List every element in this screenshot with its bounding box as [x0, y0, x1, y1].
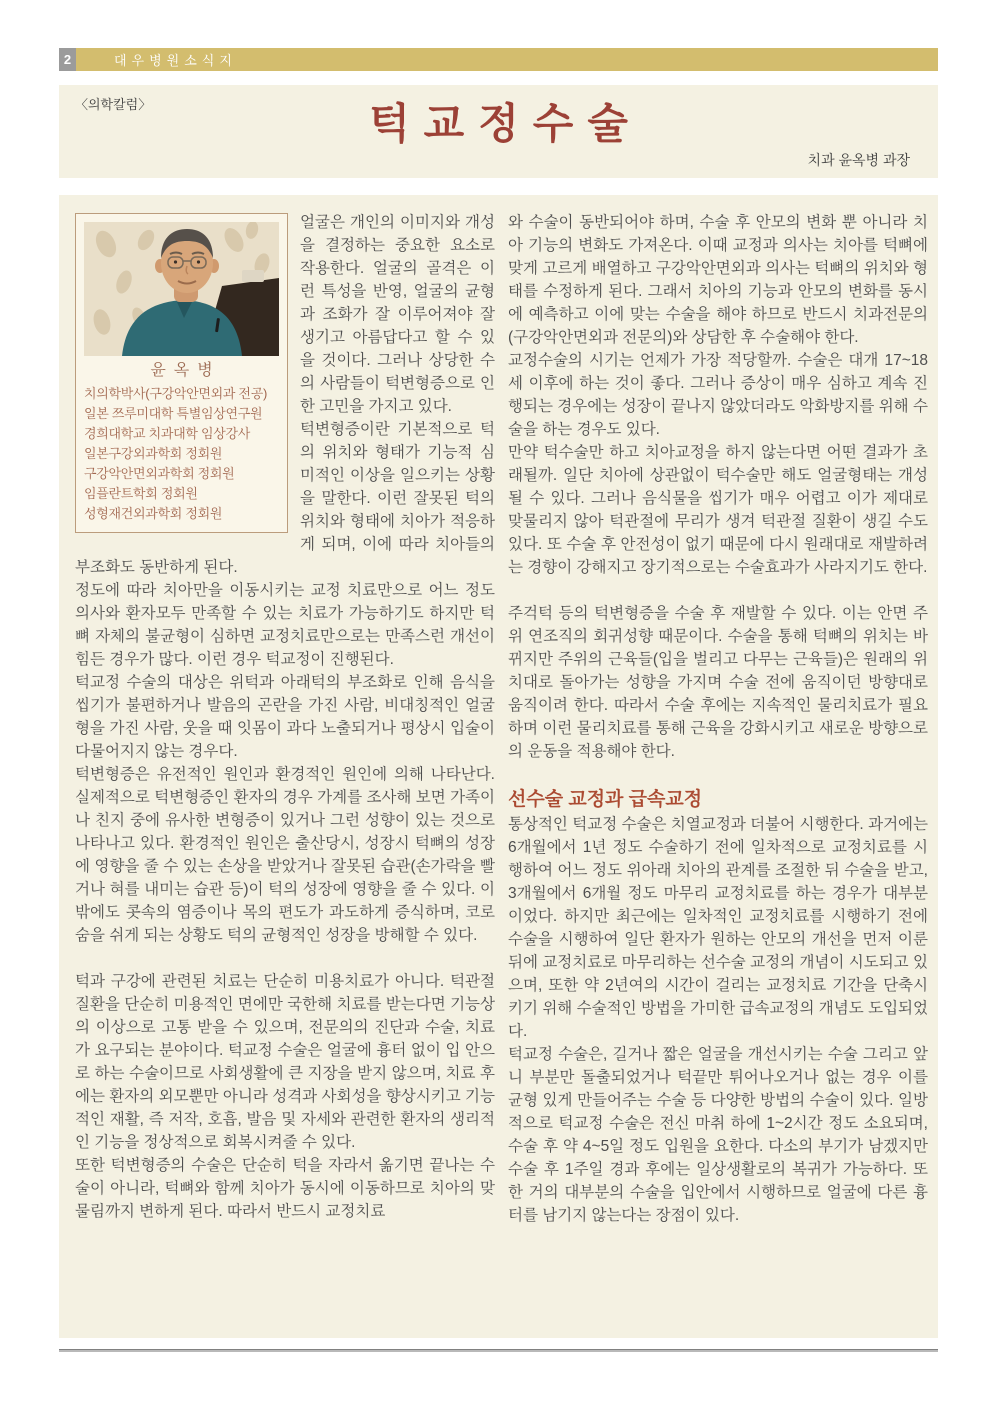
credential-line: 치의학박사(구강악안면외과 전공) [84, 386, 267, 401]
body-paragraph: 정도에 따라 치아만을 이동시키는 교정 치료만으로 어느 정도 의사와 환자모두 만족할 수 있는 치료가 가능하기도 하지만 턱뼈 자체의 불균형이 심하면 교정치료만으로는 만족스런 개선이 힘든 경우가 많다. 이런 경우 턱교정이 진행된다. [75, 582, 495, 668]
body-paragraph: 턱과 구강에 관련된 치료는 단순히 미용치료가 아니다. 턱관절질환을 단순히 미용적인 면에만 국한해 치료를 받는다면 기능상의 이상으로 고통 받을 수 있으며, 전문의의 진단과 수술, 치료가 요구되는 분야이다. 턱교정 수술은 얼굴에 흉터 없이 입 안으로 하는 수술이므로 사회생활에 큰 지장을 받지 않으며, 치료 후에는 환자의 외모뿐만 아니라 성격과 사회성을 향상시키고 기능적인 재활, 즉 저작, 호흡, 발음 및 자세와 관련한 환자의 생리적인 기능을 정상적으로 회복시켜줄 수 있다. [75, 973, 495, 1151]
credential-line: 일본구강외과학회 정회원 [84, 446, 223, 461]
body-paragraph: 통상적인 턱교정 수술은 치열교정과 더불어 시행한다. 과거에는 6개월에서 1년 정도 수술하기 전에 일차적으로 교정치료를 시행하여 어느 정도 위아래 치아의 관계를 조절한 뒤 수술을 받고, 3개월에서 6개월 정도 마무리 교정치료를 하는 경우가 대부분이었다. 하지만 최근에는 일차적인 교정치료를 시행하기 전에 수술을 시행하여 일단 환자가 원하는 안모의 개선을 먼저 이룬 뒤에 교정치료로 마무리하는 선수술 교정의 개념이 시도되고 있으며, 또한 약 2년여의 시간이 걸리는 교정치료 기간을 단축시키기 위해 수술적인 방법을 가미한 급속교정의 개념도 도입되었다. [508, 816, 928, 1040]
paragraph-gap [75, 947, 495, 970]
credential-line: 성형재건외과학회 정회원 [84, 506, 223, 521]
credential-line: 임플란트학회 정회원 [84, 486, 198, 501]
body-paragraph: 턱변형증이란 기본적으로 턱의 위치와 형태가 기능적 심미적인 이상을 일으키는 상황을 말한다. 이런 잘못된 턱의 위치와 형태에 치아가 적응하게 되며, 이에 따라 치아들의 부조화도 동반하게 된다. [75, 421, 495, 576]
article-title-panel [59, 85, 938, 178]
body-paragraph: 교정수술의 시기는 언제가 가장 적당할까. 수술은 대개 17~18세 이후에 하는 것이 좋다. 그러나 증상이 매우 심하고 계속 진행되는 경우에는 성장이 끝나지 않았더라도 악화방지를 위해 수술을 하는 경우도 있다. [508, 352, 928, 438]
footer-divider [59, 1349, 938, 1352]
column-tag: 〈의학칼럼〉 [75, 97, 152, 112]
credential-line: 일본 쯔루미대학 특별임상연구원 [84, 406, 263, 421]
body-paragraph: 얼굴은 개인의 이미지와 개성을 결정하는 중요한 요소로 작용한다. 얼굴의 골격은 이런 특성을 반영, 얼굴의 균형과 조화가 잘 이루어져야 잘 생기고 아름답다고 할 수 있을 것이다. 그러나 상당한 수의 사람들이 턱변형증으로 인한 고민을 가지고 있다. [300, 214, 495, 415]
author-profile-box [75, 213, 288, 533]
section-subheading: 선수술 교정과 급속교정 [508, 789, 703, 810]
newsletter-title: 대우병원소식지 [76, 48, 938, 71]
page-number: 2 [59, 48, 76, 71]
article-body-panel [59, 195, 938, 1338]
newsletter-header-bar [59, 48, 938, 71]
body-paragraph: 턱교정 수술은, 길거나 짧은 얼굴을 개선시키는 수술 그리고 앞니 부분만 돌출되었거나 턱끝만 튀어나오거나 없는 경우 이를 균형 있게 만들어주는 수술 등 다양한 방법의 수술이 있다. 일방적으로 턱교정 수술은 전신 마취 하에 1~2시간 정도 소요되며, 수술 후 약 4~5일 정도 입원을 요한다. 다소의 부기가 남겠지만 수술 후 1주일 경과 후에는 일상생활로의 복귀가 가능하다. 또한 거의 대부분의 수술을 입안에서 시행하므로 얼굴에 다른 흉터를 남기지 않는다는 장점이 있다. [508, 1046, 928, 1224]
body-paragraph: 만약 턱수술만 하고 치아교정을 하지 않는다면 어떤 결과가 초래될까. 일단 치아에 상관없이 턱수술만 해도 얼굴형태는 개성될 수 있다. 그러나 음식물을 씹기가 매우 어렵고 이가 제대로 맞물리지 않아 턱관절에 무리가 생겨 턱관절 질환이 생길 수도 있다. 또 수술 후 안전성이 없기 때문에 다시 원래대로 재발하려는 경향이 강해지고 장기적으로는 수술효과가 사라지기도 한다. [508, 444, 928, 576]
paragraph-gap [508, 763, 928, 786]
author-credentials-list [84, 384, 279, 524]
body-paragraph: 또한 턱변형증의 수술은 단순히 턱을 자라서 옮기면 끝나는 수술이 아니라, 턱뼈와 함께 치아가 동시에 이동하므로 치아의 맞물림까지 변하게 된다. 따라서 반드시 교정치료 [75, 1157, 495, 1220]
paragraph-gap [508, 579, 928, 602]
author-name: 윤옥병 [150, 362, 221, 379]
two-column-layout [75, 211, 928, 1227]
right-column-text [508, 211, 928, 1227]
credential-line: 구강악안면외과학회 정회원 [84, 466, 235, 481]
doctor-portrait-illustration [84, 222, 279, 356]
body-paragraph: 와 수술이 동반되어야 하며, 수술 후 안모의 변화 뿐 아니라 치아 기능의 변화도 가져온다. 이때 교정과 의사는 치아를 턱뼈에 맞게 고르게 배열하고 구강악안면외과 의사는 턱뼈의 위치와 형태를 수정하게 된다. 그래서 치아의 기능과 안모의 변화를 동시에 예측하고 이에 맞는 수술을 해야 하므로 반드시 치과전문의(구강악안면외과 전문의)와 상담한 후 수술해야 한다. [508, 214, 928, 346]
doctor-photo [84, 222, 279, 356]
body-paragraph: 턱교정 수술의 대상은 위턱과 아래턱의 부조화로 인해 음식을 씹기가 불편하거나 발음의 곤란을 가진 사람, 비대칭적인 얼굴형을 가진 사람, 웃을 때 잇몸이 과다 노출되거나 평상시 입술이 다물어지지 않는 경우다. [75, 674, 495, 760]
body-paragraph: 턱변형증은 유전적인 원인과 환경적인 원인에 의해 나타난다. 실제적으로 턱변형증인 환자의 경우 가계를 조사해 보면 가족이나 친지 중에 유사한 변형증이 있거나 그런 성향이 있는 것으로 나타나고 있다. 환경적인 원인은 출산당시, 성장시 턱뼈의 성장에 영향을 줄 수 있는 손상을 받았거나 잘못된 습관(손가락을 빨거나 혀를 내미는 습관 등)이 턱의 성장에 영향을 줄 수 있다. 이밖에도 콧속의 염증이나 목의 편도가 과도하게 증식하며, 코로 숨을 쉬게 되는 상황도 턱의 균형적인 성장을 방해할 수 있다. [75, 766, 495, 944]
credential-line: 경희대학교 치과대학 임상강사 [84, 426, 250, 441]
article-byline: 치과 윤옥병 과장 [807, 152, 910, 168]
article-title: 턱교정수술 [369, 100, 642, 147]
body-paragraph: 주걱턱 등의 턱변형증을 수술 후 재발할 수 있다. 이는 안면 주위 연조직의 회귀성향 때문이다. 수술을 통해 턱뼈의 위치는 바뀌지만 주위의 근육들(입을 벌리고 다무는 근육들)은 원래의 위치대로 돌아가는 성향을 가지며 수술 전에 움직이던 방향대로 움직이려 한다. 따라서 수술 후에는 지속적인 물리치료가 필요하며 이런 물리치료를 통해 근육을 강화시키고 새로운 방향으로의 운동을 적용해야 한다. [508, 605, 928, 760]
left-column [75, 211, 495, 1227]
right-column [508, 211, 928, 1227]
